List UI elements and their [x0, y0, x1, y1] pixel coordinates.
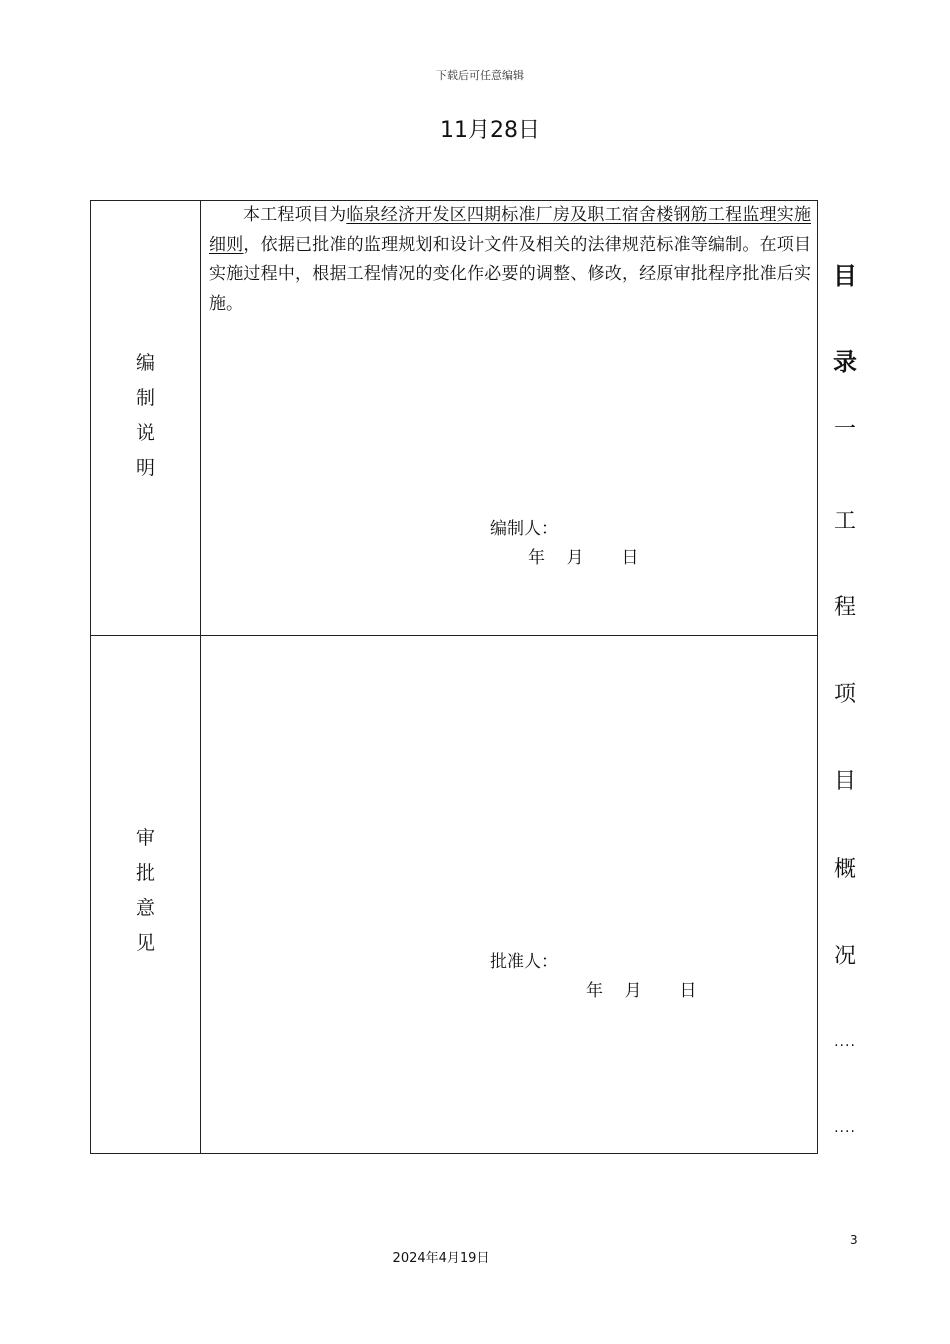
header-note: 下载后可任意编辑: [436, 69, 524, 82]
toc-char: 工: [833, 509, 856, 534]
toc-dots: ....: [834, 1034, 856, 1050]
footer-date: 2024年4月19日: [392, 1251, 490, 1266]
intro-prefix: 本工程项目为: [243, 205, 347, 225]
toc-char: 录: [833, 348, 857, 376]
intro-suffix: ，依据已批准的监理规划和设计文件及相关的法律规范标准等编制。在项目实施过程中，根据工程情况的变化作必要的调整、修改，经原审批程序批准后实施。: [209, 234, 812, 314]
page-number: 3: [850, 1233, 858, 1247]
approval-opinion-label: [91, 821, 200, 961]
label-char: 见: [135, 932, 155, 954]
approver-signature-label: 批准人：: [490, 952, 558, 972]
toc-char: 目: [833, 769, 856, 794]
label-char: 编: [135, 352, 155, 374]
column-divider: [200, 201, 201, 1153]
label-char: 审: [135, 827, 155, 849]
toc-char: 项: [833, 682, 856, 707]
row-divider: [91, 635, 817, 636]
approval-form-table: [90, 200, 818, 1154]
toc-dots: ....: [834, 1120, 856, 1136]
label-char: 批: [135, 862, 155, 884]
label-char: 说: [135, 422, 155, 444]
project-name: 临泉经济开发区四期标准厂房及职工宿舍楼钢筋工程监理实施细则: [209, 205, 811, 255]
approver-date-fill: 年 月 日: [586, 981, 697, 1001]
toc-char: 况: [833, 944, 856, 969]
toc-char: 目: [833, 262, 857, 290]
toc-char: 一: [833, 417, 856, 442]
compile-notes-label: [91, 346, 200, 486]
toc-char: 概: [833, 857, 856, 882]
page-date-title: 11月28日: [440, 118, 540, 143]
compiler-signature-label: 编制人：: [490, 519, 558, 539]
label-char: 意: [135, 897, 155, 919]
label-char: 制: [135, 387, 155, 409]
toc-char: 程: [833, 595, 856, 620]
compiler-date-fill: 年 月 日: [528, 548, 639, 568]
compile-notes-text: [209, 201, 811, 319]
label-char: 明: [135, 457, 155, 479]
